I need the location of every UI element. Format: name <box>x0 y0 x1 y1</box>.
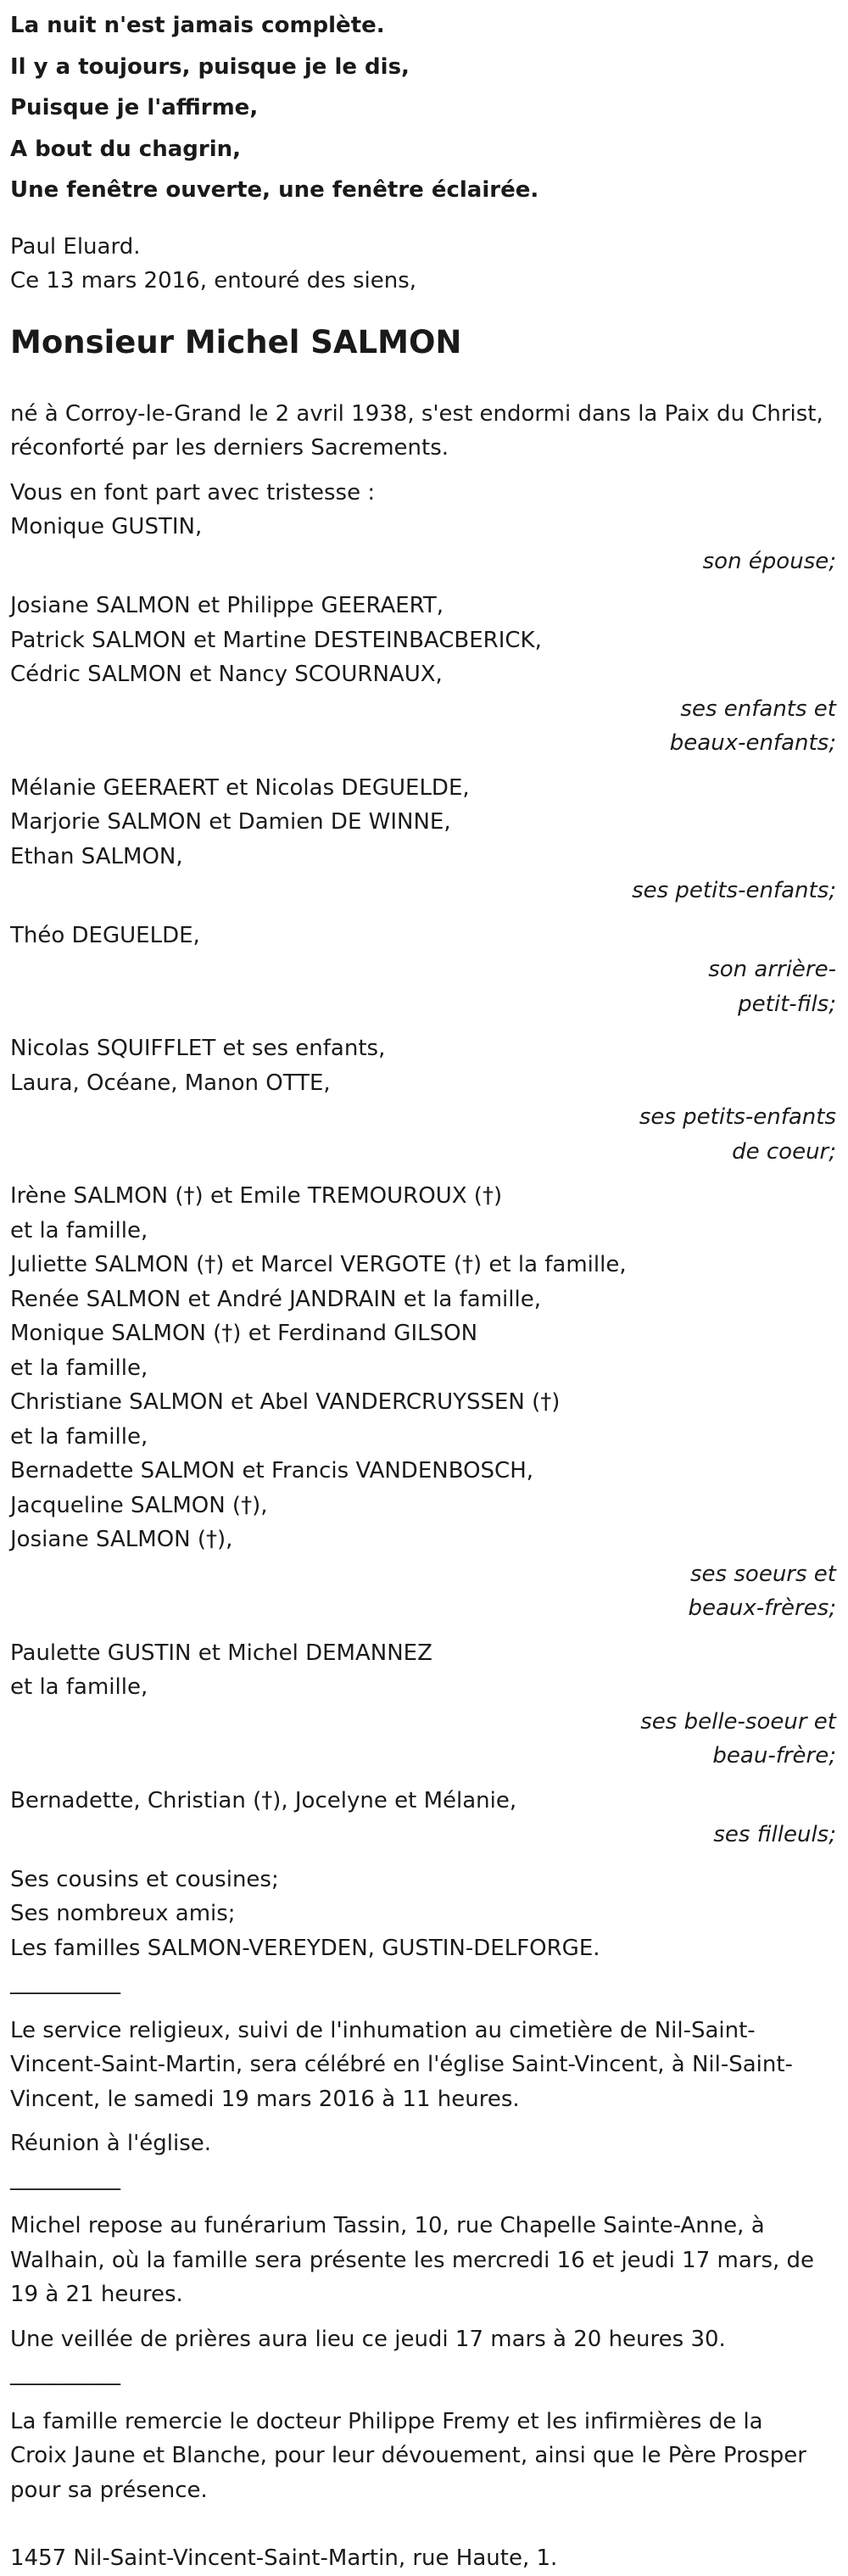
relationship-label: beaux-frères; <box>688 1595 836 1621</box>
relationship-label: ses enfants et <box>680 696 836 722</box>
family-line: Monique GUSTIN, <box>10 514 203 539</box>
family-line: Renée SALMON et André JANDRAIN et la famille, <box>10 1286 541 1312</box>
reunion-line: Réunion à l'église. <box>10 2131 212 2156</box>
separator-rule: __________ <box>10 1970 120 1995</box>
family-line: Mélanie GEERAERT et Nicolas DEGUELDE, <box>10 774 470 801</box>
family-line: Bernadette SALMON et Francis VANDENBOSCH, <box>10 1458 534 1484</box>
family-line: et la famille, <box>10 1217 148 1243</box>
funerarium-line: 19 à 21 heures. <box>10 2282 183 2307</box>
family-line: et la famille, <box>10 1355 148 1381</box>
poem-line: Puisque je l'affirme, <box>10 95 259 120</box>
family-line: Juliette SALMON (†) et Marcel VERGOTE (†) et la famille, <box>10 1252 627 1277</box>
family-line: Bernadette, Christian (†), Jocelyne et Mélanie, <box>10 1787 517 1813</box>
thanks-line: Croix Jaune et Blanche, pour leur dévouement, ainsi que le Père Prosper <box>10 2443 806 2468</box>
relationship-label: petit-fils; <box>738 991 836 1017</box>
family-group <box>10 919 838 1022</box>
family-group <box>10 1031 838 1169</box>
funerarium-line: Walhain, où la famille sera présente les mercredi 16 et jeudi 17 mars, de <box>10 2247 815 2273</box>
address-line: 1457 Nil-Saint-Vincent-Saint-Martin, rue Haute, 1. <box>10 2545 558 2571</box>
family-line: Josiane SALMON et Philippe GEERAERT, <box>10 593 444 618</box>
relationship-label: ses petits-enfants; <box>632 878 836 903</box>
family-group <box>10 1636 838 1774</box>
family-line: Christiane SALMON et Abel VANDERCRUYSSEN (†) <box>10 1389 561 1415</box>
family-line: Josiane SALMON (†), <box>10 1527 233 1552</box>
family-line: et la famille, <box>10 1423 148 1450</box>
family-group <box>10 589 838 761</box>
relationship-label: ses soeurs et <box>690 1561 836 1587</box>
family-line: Laura, Océane, Manon OTTE, <box>10 1070 331 1096</box>
family-line: Jacqueline SALMON (†), <box>10 1492 268 1518</box>
birth-line: réconforté par les derniers Sacrements. <box>10 435 449 461</box>
relationship-label: ses filleuls; <box>713 1822 836 1847</box>
relationship-label: beau-frère; <box>712 1743 836 1769</box>
service-line: Vincent-Saint-Martin, sera célébré en l'église Saint-Vincent, à Nil-Saint- <box>10 2052 793 2077</box>
family-line: Marjorie SALMON et Damien DE WINNE, <box>10 809 451 835</box>
relationship-label: de coeur; <box>732 1138 836 1165</box>
poem-line: La nuit n'est jamais complète. <box>10 13 385 38</box>
service-line: Vincent, le samedi 19 mars 2016 à 11 heures. <box>10 2086 520 2112</box>
relationship-label: ses petits-enfants <box>639 1104 836 1130</box>
family-line: Nicolas SQUIFFLET et ses enfants, <box>10 1036 386 1061</box>
family-group <box>10 771 838 908</box>
relationship-label: son épouse; <box>702 548 836 574</box>
family-line: Patrick SALMON et Martine DESTEINBACBERICK, <box>10 627 542 653</box>
separator-rule: __________ <box>10 2361 120 2386</box>
family-line: Ethan SALMON, <box>10 843 183 869</box>
thanks-line: pour sa présence. <box>10 2477 208 2503</box>
relationship-label: ses belle-soeur et <box>640 1708 836 1735</box>
poem-line: Il y a toujours, puisque je le dis, <box>10 53 410 80</box>
thanks-line: La famille remercie le docteur Philippe Fremy et les infirmières de la <box>10 2408 763 2434</box>
family-line: Théo DEGUELDE, <box>10 922 200 948</box>
separator-rule: __________ <box>10 2165 120 2191</box>
poem-author: Paul Eluard. <box>10 233 141 260</box>
poem-line: Une fenêtre ouverte, une fenêtre éclairée. <box>10 177 539 203</box>
family-line: Paulette GUSTIN et Michel DEMANNEZ <box>10 1640 432 1666</box>
relationship-label: son arrière- <box>708 957 836 982</box>
service-line: Le service religieux, suivi de l'inhumation au cimetière de Nil-Saint- <box>10 2017 756 2043</box>
family-line: Irène SALMON (†) et Emile TREMOUROUX (†) <box>10 1183 503 1209</box>
family-line: et la famille, <box>10 1674 148 1700</box>
birth-line: né à Corroy-le-Grand le 2 avril 1938, s'est endormi dans la Paix du Christ, <box>10 400 823 427</box>
others-line: Les familles SALMON-VEREYDEN, GUSTIN-DELFORGE. <box>10 1935 600 1961</box>
intro-line: Vous en font part avec tristesse : <box>10 479 376 506</box>
poem <box>10 0 838 211</box>
funerarium-line: Michel repose au funérarium Tassin, 10, rue Chapelle Sainte-Anne, à <box>10 2213 765 2238</box>
family-line: Cédric SALMON et Nancy SCOURNAUX, <box>10 662 443 687</box>
others-line: Ses cousins et cousines; <box>10 1866 279 1892</box>
family-group <box>10 1784 838 1852</box>
family-group <box>10 1179 838 1626</box>
others-line: Ses nombreux amis; <box>10 1901 236 1926</box>
relationship-label: beaux-enfants; <box>669 730 836 756</box>
family-group <box>10 510 838 578</box>
deceased-name: Monsieur Michel SALMON <box>10 323 462 360</box>
date-line: Ce 13 mars 2016, entouré des siens, <box>10 268 417 293</box>
vigil-line: Une veillée de prières aura lieu ce jeudi 17 mars à 20 heures 30. <box>10 2326 726 2352</box>
family-line: Monique SALMON (†) et Ferdinand GILSON <box>10 1321 478 1346</box>
poem-line: A bout du chagrin, <box>10 136 242 162</box>
